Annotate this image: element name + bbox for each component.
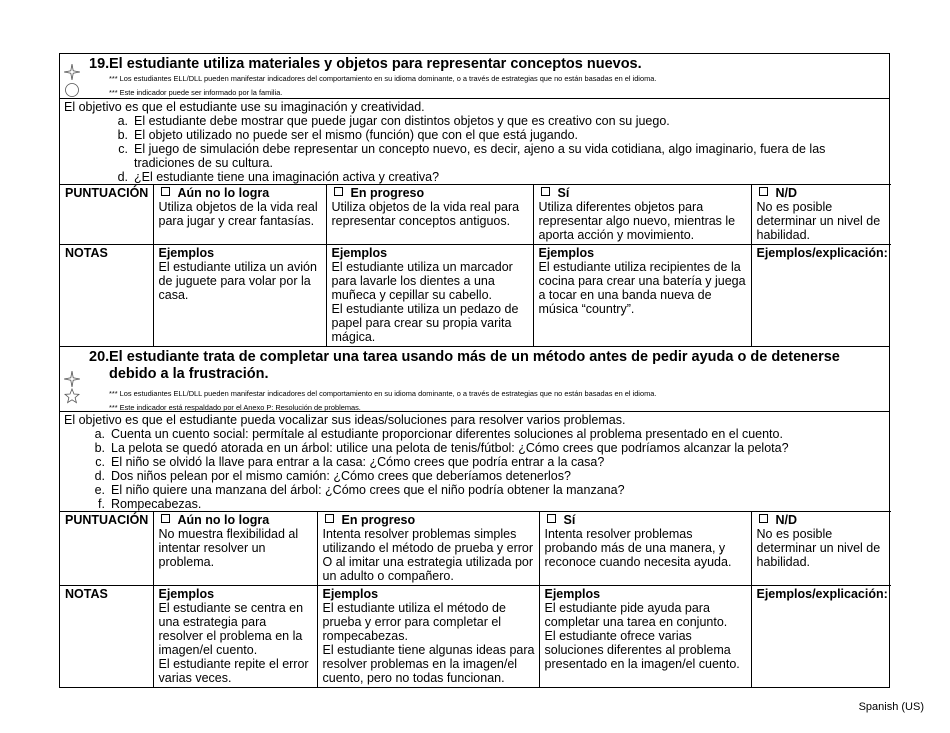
score-label: PUNTUACIÓN [60,512,153,586]
checkbox-icon[interactable] [759,514,768,523]
indicator-20 [59,346,890,688]
example-cell: Ejemplos El estudiante utiliza el método de prueba y error para completar el rompecabezas. El estudiante tiene algunas ideas para resolver problemas en la imagen/el cuento, pero no todas funcionan. [317,586,539,688]
indicator-title-text: El estudiante utiliza materiales y objetos para representar conceptos nuevos. [109,56,642,72]
ell-note: *** Los estudiantes ELL/DLL pueden manifestar indicadores del comportamiento en su idioma dominante, o a través de estrategias que no están basadas en el idioma. [109,74,657,83]
example-cell: Ejemplos El estudiante utiliza un avión de juguete para volar por la casa. [153,245,326,347]
notes-row [60,245,891,347]
objective-item: d. ¿El estudiante tiene una imaginación activa y creativa? [117,170,440,184]
score-row [60,512,891,586]
option-in-progress[interactable]: En progreso Intenta resolver problemas simples utilizando el método de prueba y error O al imitar una estrategia utilizada por un adulto o compañero. [317,512,539,586]
option-yes[interactable]: Sí Intenta resolver problemas probando más de una manera, y reconoce cuando necesita ayuda. [539,512,751,586]
indicator-header [60,347,889,411]
circle-icon [64,82,80,98]
option-na[interactable]: N/D No es posible determinar un nivel de habilidad. [751,185,891,245]
objective-statement: El objetivo es que el estudiante pueda vocalizar sus ideas/soluciones para resolver varios problemas. [64,413,626,427]
four-point-star-icon [64,64,80,80]
indicator-title [89,349,889,383]
objective-item: b. La pelota se quedó atorada en un árbol: utilice una pelota de tenis/fútbol: ¿Cómo crees que podríamos alcanzar la pelota? [94,441,789,455]
rubric-sheet [59,53,890,688]
annex-note: *** Este indicador está respaldado por el Anexo P: Resolución de problemas. [109,403,361,412]
notes-row [60,586,891,688]
objective-item: f. Rompecabezas. [98,497,202,511]
explanation-cell[interactable]: Ejemplos/explicación: [751,245,891,347]
indicator-header [60,54,889,98]
objective-block [60,98,889,184]
indicator-title-text: El estudiante trata de completar una tarea usando más de un método antes de pedir ayuda o de detenerse debido a la frustración. [109,349,840,382]
scoring-table [60,184,891,346]
option-not-yet[interactable]: Aún no lo logra No muestra flexibilidad al intentar resolver un problema. [153,512,317,586]
explanation-cell[interactable]: Ejemplos/explicación: [751,586,891,688]
indicator-number: 20. [89,349,110,365]
objective-item: e. El niño quiere una manzana del árbol: ¿Cómo crees que el niño podría obtener la manzana? [94,483,625,497]
checkbox-icon[interactable] [759,187,768,196]
indicator-title [89,56,889,73]
example-cell: Ejemplos El estudiante se centra en una estrategia para resolver el problema en la imagen/el cuento. El estudiante repite el error varias veces. [153,586,317,688]
outline-star-icon [64,388,80,404]
example-cell: Ejemplos El estudiante pide ayuda para completar una tarea en conjunto. El estudiante ofrece varias soluciones diferentes al problema presentado en la imagen/el cuento. [539,586,751,688]
objective-item: c. El juego de simulación debe representar un concepto nuevo, es decir, ajeno a su vida cotidiana, algo imaginario, fuera de las tradiciones de su cultura. [118,142,826,170]
objective-list [64,114,885,184]
checkbox-icon[interactable] [161,187,170,196]
notes-label: NOTAS [60,245,153,347]
example-cell: Ejemplos El estudiante utiliza recipientes de la cocina para crear una batería y juega a tocar en una banda nueva de música “country”. [533,245,751,347]
indicator-number: 19. [89,56,110,72]
checkbox-icon[interactable] [325,514,334,523]
objective-statement: El objetivo es que el estudiante use su imaginación y creatividad. [64,100,425,114]
notes-label: NOTAS [60,586,153,688]
example-cell: Ejemplos El estudiante utiliza un marcador para lavarle los dientes a una muñeca y cepillar su cabello. El estudiante utiliza un pedazo de papel para crear su propia varita mágica. [326,245,533,347]
checkbox-icon[interactable] [541,187,550,196]
scoring-table [60,511,891,687]
objective-item: c. El niño se olvidó la llave para entrar a la casa: ¿Cómo crees que podría entrar a la casa? [95,455,605,469]
objective-list [64,427,885,511]
indicator-icons [64,371,86,404]
indicator-19 [59,53,890,346]
checkbox-icon[interactable] [547,514,556,523]
footer-language: Spanish (US) [858,701,924,713]
objective-item: d. Dos niños pelean por el mismo camión: ¿Cómo crees que deberíamos detenerlos? [94,469,571,483]
option-not-yet[interactable]: Aún no lo logra Utiliza objetos de la vida real para jugar y crear fantasías. [153,185,326,245]
objective-item: a. Cuenta un cuento social: permítale al estudiante proporcionar diferentes soluciones al problema presentado en el cuento. [94,427,783,441]
four-point-star-icon [64,371,80,387]
option-na[interactable]: N/D No es posible determinar un nivel de habilidad. [751,512,891,586]
objective-block [60,411,889,511]
family-note: *** Este indicador puede ser informado por la familia. [109,88,283,97]
option-in-progress[interactable]: En progreso Utiliza objetos de la vida real para representar conceptos antiguos. [326,185,533,245]
indicator-icons [64,64,86,98]
objective-item: b. El objeto utilizado no puede ser el mismo (función) que con el que está jugando. [117,128,579,142]
option-yes[interactable]: Sí Utiliza diferentes objetos para representar algo nuevo, mientras le aporta acción y movimiento. [533,185,751,245]
objective-item: a. El estudiante debe mostrar que puede jugar con distintos objetos y que es creativo con su juego. [117,114,670,128]
score-label: PUNTUACIÓN [60,185,153,245]
checkbox-icon[interactable] [161,514,170,523]
checkbox-icon[interactable] [334,187,343,196]
ell-note: *** Los estudiantes ELL/DLL pueden manifestar indicadores del comportamiento en su idioma dominante, o a través de estrategias que no están basadas en el idioma. [109,389,657,398]
score-row [60,185,891,245]
